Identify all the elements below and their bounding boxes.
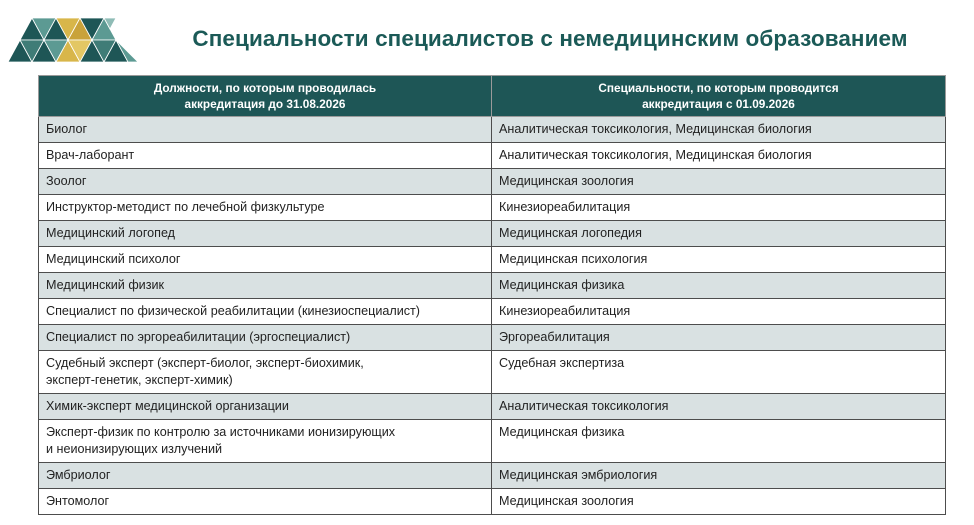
position-cell: Химик-эксперт медицинской организации [39, 394, 492, 420]
specialty-cell: Медицинская зоология [492, 169, 946, 195]
position-cell: Врач-лаборант [39, 143, 492, 169]
position-cell: Судебный эксперт (эксперт-биолог, эксперт-биохимик, эксперт-генетик, эксперт-химик) [39, 351, 492, 394]
header-positions-text: Должности, по которым проводилась аккредитация до 31.08.2026 [153, 81, 377, 111]
position-cell: Специалист по физической реабилитации (кинезиоспециалист) [39, 299, 492, 325]
specialty-cell: Медицинская эмбриология [492, 463, 946, 489]
specialty-cell: Кинезиореабилитация [492, 195, 946, 221]
header-positions [39, 76, 492, 117]
table-row [39, 325, 946, 351]
specialty-cell: Медицинская зоология [492, 489, 946, 515]
page-title: Специальности специалистов с немедицинским образованием [192, 26, 908, 51]
position-cell: Зоолог [39, 169, 492, 195]
table-row [39, 420, 946, 463]
specialties-table [38, 75, 946, 515]
specialty-cell: Аналитическая токсикология, Медицинская биология [492, 143, 946, 169]
specialty-cell: Медицинская физика [492, 273, 946, 299]
table-header-row [39, 76, 946, 117]
table-row [39, 221, 946, 247]
position-cell: Биолог [39, 117, 492, 143]
header-specialties [492, 76, 946, 117]
header-specialties-text: Специальности, по которым проводится аккредитация с 01.09.2026 [598, 81, 839, 111]
table-row [39, 143, 946, 169]
table-row [39, 247, 946, 273]
table-row [39, 463, 946, 489]
table-row [39, 195, 946, 221]
position-cell: Медицинский логопед [39, 221, 492, 247]
position-cell: Специалист по эргореабилитации (эргоспециалист) [39, 325, 492, 351]
position-cell: Медицинский физик [39, 273, 492, 299]
specialty-cell: Медицинская логопедия [492, 221, 946, 247]
table-row [39, 117, 946, 143]
specialty-cell: Медицинская физика [492, 420, 946, 463]
table-row [39, 489, 946, 515]
position-cell: Энтомолог [39, 489, 492, 515]
table-row [39, 169, 946, 195]
table-row [39, 273, 946, 299]
specialty-cell: Аналитическая токсикология, Медицинская биология [492, 117, 946, 143]
specialty-cell: Медицинская психология [492, 247, 946, 273]
specialty-cell: Эргореабилитация [492, 325, 946, 351]
specialty-cell: Аналитическая токсикология [492, 394, 946, 420]
table-row [39, 351, 946, 394]
triangle-mosaic-logo-icon [6, 8, 140, 66]
table-row [39, 394, 946, 420]
position-cell: Эмбриолог [39, 463, 492, 489]
specialty-cell: Судебная экспертиза [492, 351, 946, 394]
table-row [39, 299, 946, 325]
position-cell: Эксперт-физик по контролю за источниками ионизирующих и неионизирующих излучений [39, 420, 492, 463]
position-cell: Медицинский психолог [39, 247, 492, 273]
position-cell: Инструктор-методист по лечебной физкультуре [39, 195, 492, 221]
specialty-cell: Кинезиореабилитация [492, 299, 946, 325]
